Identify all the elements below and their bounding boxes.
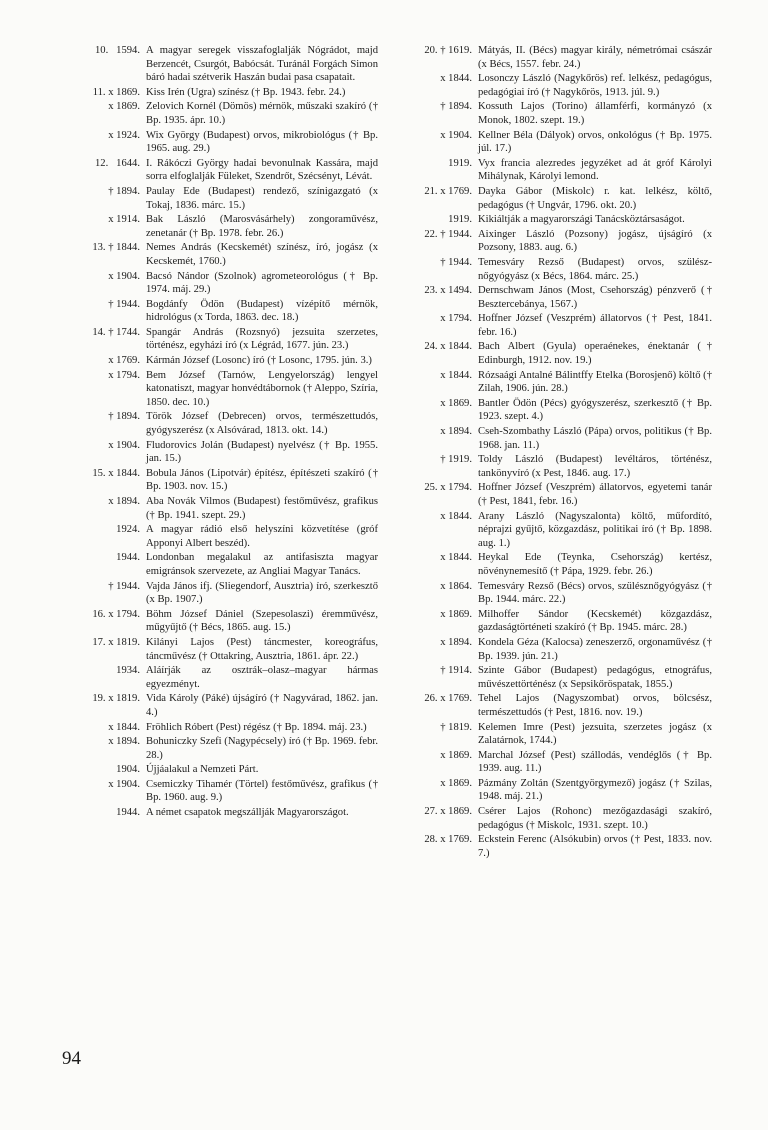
entry-date: † 1944. [440,256,472,268]
entry-date: x 1869. [440,749,472,761]
entry-date: 10. 1594. [94,45,140,56]
entry-text: Spangár András (Rozsnyó) jezsuita szerzetes, történész, egyházi író (x Légrád, 1677. jún. 23.) [146,326,378,352]
entry-text: Csemiczky Tihamér (Törtel) festőművész, grafikus († Bp. 1960. aug. 9.) [146,778,378,804]
entry-date: x 1904. [108,270,140,282]
entry-date: x 1844. [440,510,472,522]
chronology-entry [392,340,712,367]
entry-text: Temesváry Rezső (Budapest) orvos, szülész-nőgyógyász (x Bécs, 1864. márc. 25.) [478,256,712,282]
chronology-entry [392,72,712,99]
entry-text: Mátyás, II. (Bécs) magyar király, németrómai császár (x Bécs, 1557. febr. 24.) [478,45,712,70]
entry-text: Kiss Irén (Ugra) színész († Bp. 1943. febr. 24.) [146,86,346,98]
chronology-entry [62,580,378,607]
chronology-entry [62,551,378,578]
entry-text: A német csapatok megszállják Magyarországot. [146,807,349,819]
entry-text: Aláírják az osztrák–olasz–magyar hármas egyezményt. [146,665,378,690]
entry-text: Vida Károly (Páké) újságíró († Nagyvárad, 1862. jan. 4.) [146,693,378,718]
chronology-entry [62,410,378,437]
chronology-entry [62,692,378,719]
chronology-entry [62,270,378,297]
entry-date: x 1904. [108,778,140,790]
chronology-entry [392,608,712,635]
chronology-entry [392,228,712,255]
entry-date: x 1894. [108,736,140,748]
entry-text: Bohuniczky Szefi (Nagypécsely) író († Bp. 1969. febr. 28.) [146,736,378,761]
entry-date: 13. † 1844. [92,242,140,254]
chronology-entry [62,439,378,466]
entry-date: † 1819. [440,721,472,733]
chronology-entry [392,312,712,339]
entry-text: Bach Albert (Gyula) operaénekes, énektanár († Edinburgh, 1912. nov. 19.) [478,341,712,367]
chronology-entry [392,833,712,860]
entry-date: 12. 1644. [94,157,140,169]
entry-date: 11. x 1869. [92,86,140,98]
entry-text: Kossuth Lajos (Torino) államférfi, kormányzó (x Monok, 1802. szept. 19.) [478,101,712,126]
chronology-entry [392,256,712,283]
entry-date: 19. x 1819. [92,693,140,705]
chronology-entry [62,806,378,820]
chronology-entry [392,551,712,578]
chronology-entry [62,523,378,550]
entry-date: x 1864. [440,580,472,592]
entry-text: Vyx francia alezredes jegyzéket ad át gróf Károlyi Mihálynak, Károlyi lemond. [478,157,712,183]
entry-text: Cseh-Szombathy László (Pápa) orvos, politikus († Bp. 1968. jan. 11.) [478,426,712,451]
entry-date: x 1904. [108,439,140,451]
entry-date: 20. † 1619. [424,45,472,56]
chronology-entry [62,467,378,494]
chronology-entry [62,298,378,325]
entry-text: Bobula János (Lipotvár) építész, építészeti szakíró († Bp. 1903. nov. 15.) [146,467,378,493]
chronology-entry [392,664,712,691]
chronology-entry [392,636,712,663]
entry-date: † 1944. [108,298,140,310]
entry-date: 1919. [448,157,472,169]
entry-date: 1944. [116,807,140,819]
entry-text: Kondela Géza (Kalocsa) zeneszerző, orgonaművész († Bp. 1939. jún. 21.) [478,636,712,662]
entry-text: Kellner Béla (Dályok) orvos, onkológus († Bp. 1975. júl. 17.) [478,129,712,155]
entry-text: Kikiáltják a magyarországi Tanácsköztársaságot. [478,214,685,226]
entry-date: 28. x 1769. [424,834,472,846]
chronology-entry [392,453,712,480]
entry-date: x 1869. [440,608,472,620]
entry-date: x 1869. [440,397,472,409]
chronology-entry [62,213,378,240]
chronology-entry [62,326,378,353]
entry-text: Szinte Gábor (Budapest) pedagógus, etnográfus, művészettörténész (x Sepsikőröspatak, 1855.) [478,665,712,690]
entry-text: Bantler Ödön (Pécs) gyógyszerész, szerkesztő († Bp. 1923. szept. 4.) [478,397,712,423]
entry-text: Dayka Gábor (Miskolc) r. kat. lelkész, költő, pedagógus († Ungvár, 1796. okt. 20.) [478,185,712,211]
chronology-entry [392,721,712,748]
chronology-entry [392,44,712,71]
entry-text: Eckstein Ferenc (Alsókubin) orvos († Pest, 1833. nov. 7.) [478,834,712,859]
chronology-entry [62,636,378,663]
entry-text: Hoffner József (Veszprém) állatorvos († Pest, 1841. febr. 16.) [478,313,712,338]
entry-date: † 1919. [440,454,472,466]
entry-date: 23. x 1494. [424,285,472,297]
entry-text: Fludorovics Jolán (Budapest) nyelvész († Bp. 1955. jan. 15.) [146,439,378,465]
entry-text: Milhoffer Sándor (Kecskemét) közgazdász, gazdaságtörténeti szakíró († Bp. 1945. márc. 28.) [478,608,712,634]
chronology-entry [62,100,378,127]
entry-text: Tehel Lajos (Nagyszombat) orvos, bölcsész, természettudós († Pest, 1816. nov. 19.) [478,693,712,718]
entry-date: 25. x 1794. [424,482,472,494]
entry-text: Böhm József Dániel (Szepesolaszi) éremművész, műgyűjtő († Bécs, 1865. aug. 15.) [146,608,378,634]
entry-date: 17. x 1819. [92,636,140,648]
entry-text: Kilányi Lajos (Pest) táncmester, koreográfus, táncművész († Ottakring, Ausztria, 1861. ápr. 22.) [146,636,378,662]
entry-text: Hoffner József (Veszprém) állatorvos, egyetemi tanár († Pest, 1841, febr. 16.) [478,482,712,507]
entry-date: 16. x 1794. [92,608,140,620]
entry-date: x 1894. [108,496,140,507]
entry-date: 1934. [116,665,140,677]
entry-date: x 1794. [108,369,140,381]
chronology-entry [392,580,712,607]
entry-text: Temesváry Rezső (Bécs) orvos, szülésznőgyógyász († Bp. 1944. márc. 22.) [478,580,712,606]
entry-text: Zelovich Kornél (Dömös) mérnök, műszaki szakíró († Bp. 1935. ápr. 10.) [146,101,378,126]
entry-text: Arany László (Nagyszalonta) költő, műfordító, néprajzi gyűjtő, közgazdász, politikai író († Bp. 1898. aug. 1.) [478,510,712,549]
entry-date: x 1844. [440,73,472,85]
chronology-entry [392,129,712,156]
chronology-entry [392,777,712,804]
entry-date: x 1769. [108,355,140,367]
entry-text: Pázmány Zoltán (Szentgyörgymező) jogász († Szilas, 1948. máj. 21.) [478,777,712,803]
entry-date: x 1844. [440,369,472,381]
entry-text: Londonban megalakul az antifasiszta magyar emigránsok szervezete, az Angliai Magyar Tanács. [146,552,378,577]
chronology-entry [62,185,378,212]
entry-text: Rózsaági Antalné Bálintffy Etelka (Borosjenő) költő († Zilah, 1906. jún. 28.) [478,369,712,395]
chronology-entry [62,778,378,805]
entry-date: 27. x 1869. [424,806,472,818]
chronology-entry [392,284,712,311]
entry-text: Vajda János ifj. (Sliegendorf, Ausztria) író, szerkesztő (x Bp. 1907.) [146,580,378,606]
entry-text: Bak László (Marosvásárhely) zongoraművész, zenetanár († Bp. 1978. febr. 26.) [146,214,378,239]
entry-date: 1904. [116,764,140,776]
chronology-entry [392,397,712,424]
entry-date: † 1894. [440,101,472,113]
entry-date: 14. † 1744. [92,326,140,338]
entry-text: Bogdánfy Ödön (Budapest) vízépítő mérnök, hidrológus (x Torda, 1863. dec. 18.) [146,298,378,324]
entry-text: A magyar seregek visszafoglalják Nógrádot, majd Berzencét, Csurgót, Babócsát. Turánál Forgách Simon báró hadai szétverik Haszán budai pasa csapatait. [146,45,378,84]
entry-text: Bem József (Tarnów, Lengyelország) lengyel katonatiszt, magyar honvédtábornok († Aleppo, Szíria, 1850. dec. 10.) [146,369,378,408]
entry-text: Török József (Debrecen) orvos, természettudós, gyógyszerész (x Alsóvárad, 1813. okt. 14.) [146,411,378,437]
chronology-entry [62,369,378,410]
chronology-entry [392,692,712,719]
entry-text: A magyar rádió első helyszíni közvetítése (gróf Apponyi Albert beszéd). [146,524,378,549]
entry-date: 26. x 1769. [424,693,472,705]
entry-date: † 1894. [108,185,140,197]
chronology-entry [62,721,378,735]
entry-text: Fröhlich Róbert (Pest) régész († Bp. 1894. máj. 23.) [146,721,367,733]
left-column [62,44,378,821]
entry-date: x 1894. [440,636,472,648]
chronology-entry [392,369,712,396]
chronology-entry [62,354,378,368]
entry-date: † 1894. [108,411,140,423]
entry-text: Heykal Ede (Teynka, Csehország) kertész, növénynemesítő († Pápa, 1929. febr. 26.) [478,552,712,577]
chronology-entry [392,481,712,508]
chronology-entry [62,735,378,762]
chronology-entry [392,805,712,832]
chronology-entry [62,763,378,777]
entry-date: x 1904. [440,129,472,141]
entry-date: 1944. [116,552,140,564]
right-column [392,44,712,861]
entry-date: 21. x 1769. [424,185,472,197]
entry-date: x 1869. [108,101,140,113]
entry-text: Losonczy László (Nagykőrös) ref. lelkész, pedagógus, pedagógiai író († Nagykőrös, 1913. júl. 9.) [478,73,712,98]
entry-text: Dernschwam János (Most, Csehország) pénzverő († Besztercebánya, 1567.) [478,285,712,310]
entry-date: x 1914. [108,214,140,226]
entry-date: 22. † 1944. [424,228,472,240]
entry-date: x 1924. [108,129,140,141]
chronology-entry [392,425,712,452]
entry-text: Aixinger László (Pozsony) jogász, újságíró (x Pozsony, 1883. aug. 6.) [478,228,712,254]
entry-text: Marchal József (Pest) szállodás, vendéglős († Bp. 1939. aug. 11.) [478,749,712,775]
chronology-entry [62,86,378,100]
entry-date: x 1844. [108,721,140,733]
chronology-entry [62,608,378,635]
entry-text: Aba Novák Vilmos (Budapest) festőművész, grafikus († Bp. 1941. szept. 29.) [146,496,378,521]
entry-text: Csérer Lajos (Rohonc) mezőgazdasági szakíró, pedagógus († Miskolc, 1931. szept. 10.) [478,806,712,831]
page-number: 94 [62,1048,81,1069]
entry-date: 1919. [448,214,472,226]
entry-text: Wix György (Budapest) orvos, mikrobiológus († Bp. 1965. aug. 29.) [146,129,378,155]
chronology-entry [392,185,712,212]
entry-date: 15. x 1844. [92,467,140,479]
chronology-entry [62,495,378,522]
entry-date: x 1869. [440,777,472,789]
chronology-entry [62,157,378,184]
entry-date: 24. x 1844. [424,341,472,353]
chronology-entry [62,241,378,268]
entry-text: I. Rákóczi György hadai bevonulnak Kassára, majd sorra elfoglalják Füleket, Szendrőt, Szécsényt, Lévát. [146,157,378,183]
entry-text: Bacsó Nándor (Szolnok) agrometeorológus († Bp. 1974. máj. 29.) [146,270,378,296]
entry-text: Toldy László (Budapest) levéltáros, történész, tankönyvíró (x Pest, 1846. aug. 17.) [478,454,712,479]
entry-date: 1924. [116,524,140,536]
entry-date: x 1844. [440,552,472,564]
chronology-entry [392,157,712,184]
chronology-entry [392,100,712,127]
entry-date: x 1794. [440,313,472,325]
entry-text: Nemes András (Kecskemét) színész, író, jogász (x Kecskemét, 1760.) [146,242,378,267]
chronology-entry [62,664,378,691]
chronology-entry [62,129,378,156]
entry-date: x 1894. [440,426,472,438]
entry-text: Újjáalakul a Nemzeti Párt. [146,764,259,776]
entry-date: † 1914. [440,665,472,677]
chronology-entry [62,44,378,85]
entry-text: Kelemen Imre (Pest) jezsuita, szerzetes jogász (x Zalatárnok, 1744.) [478,721,712,747]
chronology-entry [392,749,712,776]
entry-text: Kármán József (Losonc) író († Losonc, 1795. jún. 3.) [146,355,372,367]
chronology-entry [392,510,712,551]
chronology-entry [392,213,712,227]
entry-text: Paulay Ede (Budapest) rendező, színigazgató (x Tokaj, 1836. márc. 15.) [146,185,378,211]
entry-date: † 1944. [108,580,140,592]
